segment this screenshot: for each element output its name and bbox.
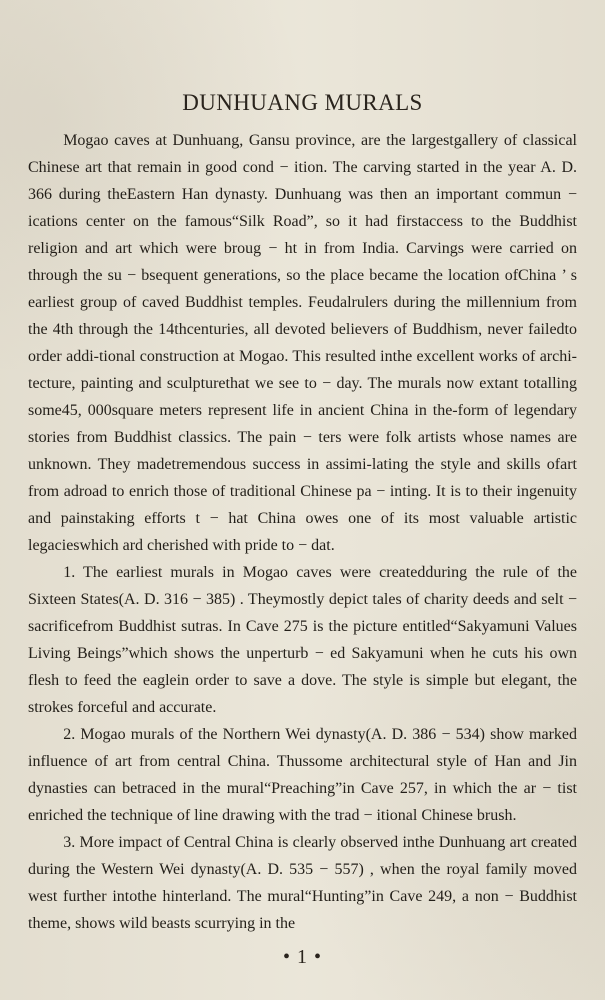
section-3-paragraph: 3. More impact of Central China is clearly observed inthe Dunhuang art created during the Western Wei dynasty(A. D. 535 − 557) , when the royal family moved west further intothe hinterland. The mural“Hunting”in Cave 249, a non − Buddhist theme, shows wild beasts scurrying in the [28,834,577,932]
document-title: DUNHUANG MURALS [182,90,423,115]
intro-paragraph: Mogao caves at Dunhuang, Gansu province, are the largestgallery of classical Chinese art that remain in good cond − ition. The carving started in the year A. D. 366 during theEastern Han dynasty. Dunhuang was then an important commun − ications center on the famous“Silk Road”, so it had firstaccess to the Buddhist religion and art which were broug − ht in from India. Carvings were carried on through the su − bsequent generations, so the place became the location ofChina ’ s earliest group of caved Buddhist temples. Feudalrulers during the millennium from the 4th through the 14thcenturies, all devoted believers of Buddhism, never failedto order addi-tional construction at Mogao. This resulted inthe excellent works of archi-tecture, painting and sculpturethat we see to − day. The murals now extant totalling some45, 000square meters represent life in ancient China in the-form of legendary stories from Buddhist classics. The pain − ters were folk artists whose names are unknown. They madetremendous success in assimi-lating the style and skills ofart from adroad to enrich those of traditional Chinese pa − inting. It is to their ingenuity and painstaking efforts t − hat China owes one of its most valuable artistic legacieswhich ard cherished with pride to − dat. [28,132,577,554]
section-1-paragraph: 1. The earliest murals in Mogao caves were createdduring the rule of the Sixteen States(A. D. 316 − 385) . Theymostly depict tales of charity deeds and selt − sacrificefrom Buddhist sutras. In Cave 275 is the picture entitled“Sakyamuni Values Living Beings”which shows the unperturb − ed Sakyamuni when he cuts his own flesh to feed the eaglein order to save a dove. The style is simple but elegant, the strokes forceful and accurate. [28,564,577,716]
page-number: • 1 • [282,946,322,968]
section-2-paragraph: 2. Mogao murals of the Northern Wei dynasty(A. D. 386 − 534) show marked influence of art from central China. Thussome architectural style of Han and Jin dynasties can betraced in the mural“Preaching”in Cave 257, in which the ar − tist enriched the technique of line drawing with the trad − itional Chinese brush. [28,726,577,824]
document-body [28,127,577,937]
